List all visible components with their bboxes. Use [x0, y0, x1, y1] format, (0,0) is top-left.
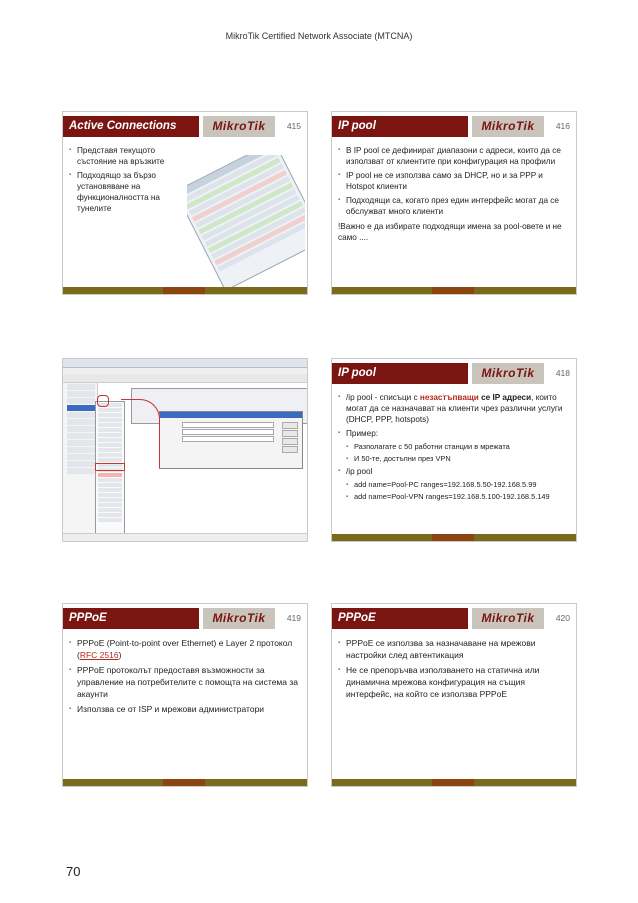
slide-ip-pool-intro [331, 111, 577, 295]
slide-number: 415 [286, 121, 301, 131]
slide-header [332, 114, 576, 139]
slide-header [63, 606, 307, 631]
bullet: ▪ /ip pool - списъци с незастъпващи се IP адреси, които могат да се назначават на клиенти чрез различни услуги (DHCP, PPP, hotspots) [338, 392, 570, 425]
bullet: ▪ PPPoE се използва за назначаване на мрежови настройки след автентикация [338, 637, 570, 661]
slide-title: Active Connections [63, 116, 199, 137]
mikrotik-logo: MikroTik [472, 363, 544, 384]
rfc-link[interactable]: RFC 2516 [79, 650, 119, 660]
slide-number: 416 [555, 121, 570, 131]
slide-title: PPPoE [63, 608, 199, 629]
bullet: ▪ Подходящи са, когато през един интерфейс могат да се обслужват много клиенти [338, 195, 570, 217]
page-number: 70 [66, 864, 81, 879]
slide-ip-pool-example [331, 358, 577, 542]
slide-body [69, 637, 301, 718]
slide-header [332, 361, 576, 386]
slide-number: 419 [286, 613, 301, 623]
sub-bullet: ▪ add name=Pool-PC ranges=192.168.5.50-192.168.5.99 [338, 480, 570, 490]
slide-pppoe-usage [331, 603, 577, 787]
slide-header [332, 606, 576, 631]
slide-number: 418 [555, 368, 570, 378]
slide-number: 420 [555, 613, 570, 623]
slide-ip-pool-screenshot [62, 358, 308, 542]
slide-body [69, 145, 179, 217]
mikrotik-logo: MikroTik [203, 116, 275, 137]
mikrotik-logo: MikroTik [203, 608, 275, 629]
sub-bullet: ▪ Разполагате с 50 работни станции в мрежата [338, 442, 570, 452]
winbox-statusbar [63, 533, 307, 541]
bullet: ▪ В IP pool се дефинират диапазони с адреси, които да се използват от клиентите при конфигурация на профили [338, 145, 570, 167]
slide-footer [63, 287, 307, 294]
bullet: ▪ Представя текущото състояние на връзките [69, 145, 179, 167]
slide-footer [332, 287, 576, 294]
slide-body [338, 637, 570, 703]
slide-title: IP pool [332, 363, 468, 384]
page-header: MikroTik Certified Network Associate (MTCNA) [225, 31, 413, 41]
sub-bullet: ▪ add name=Pool-VPN ranges=192.168.5.100-192.168.5.149 [338, 492, 570, 502]
bullet: ▪ Използва се от ISP и мрежови администратори [69, 703, 301, 715]
bullet: ▪ PPPoE (Point-to-point over Ethernet) е Layer 2 протокол (RFC 2516) [69, 637, 301, 661]
bullet: ▪ IP pool не се използва само за DHCP, но и за PPP и Hotspot клиенти [338, 170, 570, 192]
slide-title: IP pool [332, 116, 468, 137]
mikrotik-logo: MikroTik [472, 608, 544, 629]
slide-active-connections [62, 111, 308, 295]
slide-pppoe-intro [62, 603, 308, 787]
winbox-titlebar [63, 359, 307, 368]
slide-body [338, 145, 570, 243]
slide-footer [63, 779, 307, 786]
bullet: ▪ PPPoE протоколът предоставя възможности за управление на потребителите с помощта на система за акаунти [69, 664, 301, 700]
mikrotik-logo: MikroTik [472, 116, 544, 137]
winbox-sidebar [63, 383, 98, 533]
bullet: ▪ Пример: [338, 428, 570, 439]
active-connections-screenshot [187, 155, 305, 287]
slide-body [338, 392, 570, 504]
slide-footer [332, 534, 576, 541]
bullet: ▪ Подходящо за бързо установяване на функционалността на тунелите [69, 170, 179, 214]
slide-footer [332, 779, 576, 786]
slide-header [63, 114, 307, 139]
bullet: ▪ Не се препоръчва използването на статична или динамична мрежова конфигурация на същия интерфейс, на който се използва PPPoE [338, 664, 570, 700]
new-ip-pool-dialog [159, 411, 303, 469]
sub-bullet: ▪ И 50-те, достъпни през VPN [338, 454, 570, 464]
slide-title: PPPoE [332, 608, 468, 629]
bullet: ▪ /ip pool [338, 466, 570, 477]
winbox-toolbar [63, 374, 307, 383]
note: !Важно е да избирате подходящи имена за pool-овете и не само .... [338, 222, 562, 242]
